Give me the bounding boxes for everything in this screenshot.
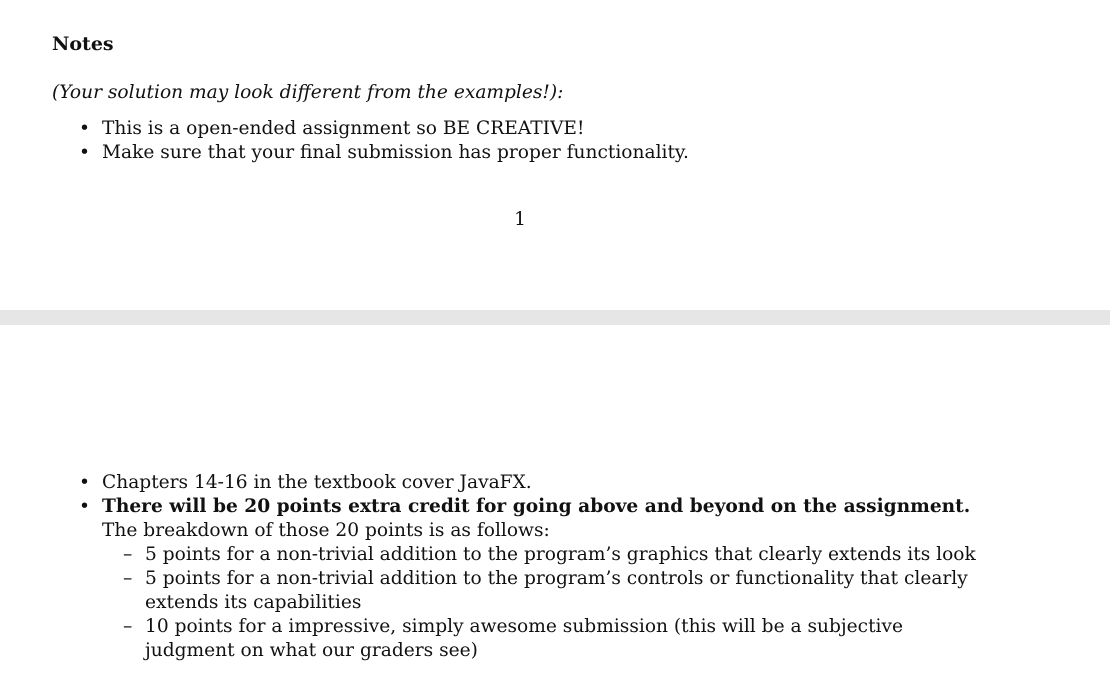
list-item [52,471,992,495]
points-breakdown-list [102,543,992,663]
notes-caveat: (Your solution may look different from the examples!): [52,82,564,103]
list-item-extra-credit [52,495,992,663]
sub-list-item: – 5 points for a non-trivial addition to the program’s controls or functionality that clearly extends its capabilities [102,567,992,615]
list-item: • Make sure that your final submission has proper functionality. [52,141,689,165]
notes-list [52,117,689,165]
page-number: 1 [514,209,526,230]
details-list [52,471,992,663]
extra-credit-text: The breakdown of those 20 points is as follows: [102,520,550,541]
list-item-text: Chapters 14-16 in the textbook cover JavaFX. [102,472,532,493]
sub-list-item: – 5 points for a non-trivial addition to the program’s graphics that clearly extends its look [102,543,992,567]
page-separator [0,310,1110,325]
sub-list-item: – 10 points for a impressive, simply awesome submission (this will be a subjective judgment on what our graders see) [102,615,992,663]
notes-heading: Notes [52,33,114,55]
list-item: • This is a open-ended assignment so BE CREATIVE! [52,117,689,141]
extra-credit-emphasis: There will be 20 points extra credit for going above and beyond on the assignment. [102,496,971,517]
